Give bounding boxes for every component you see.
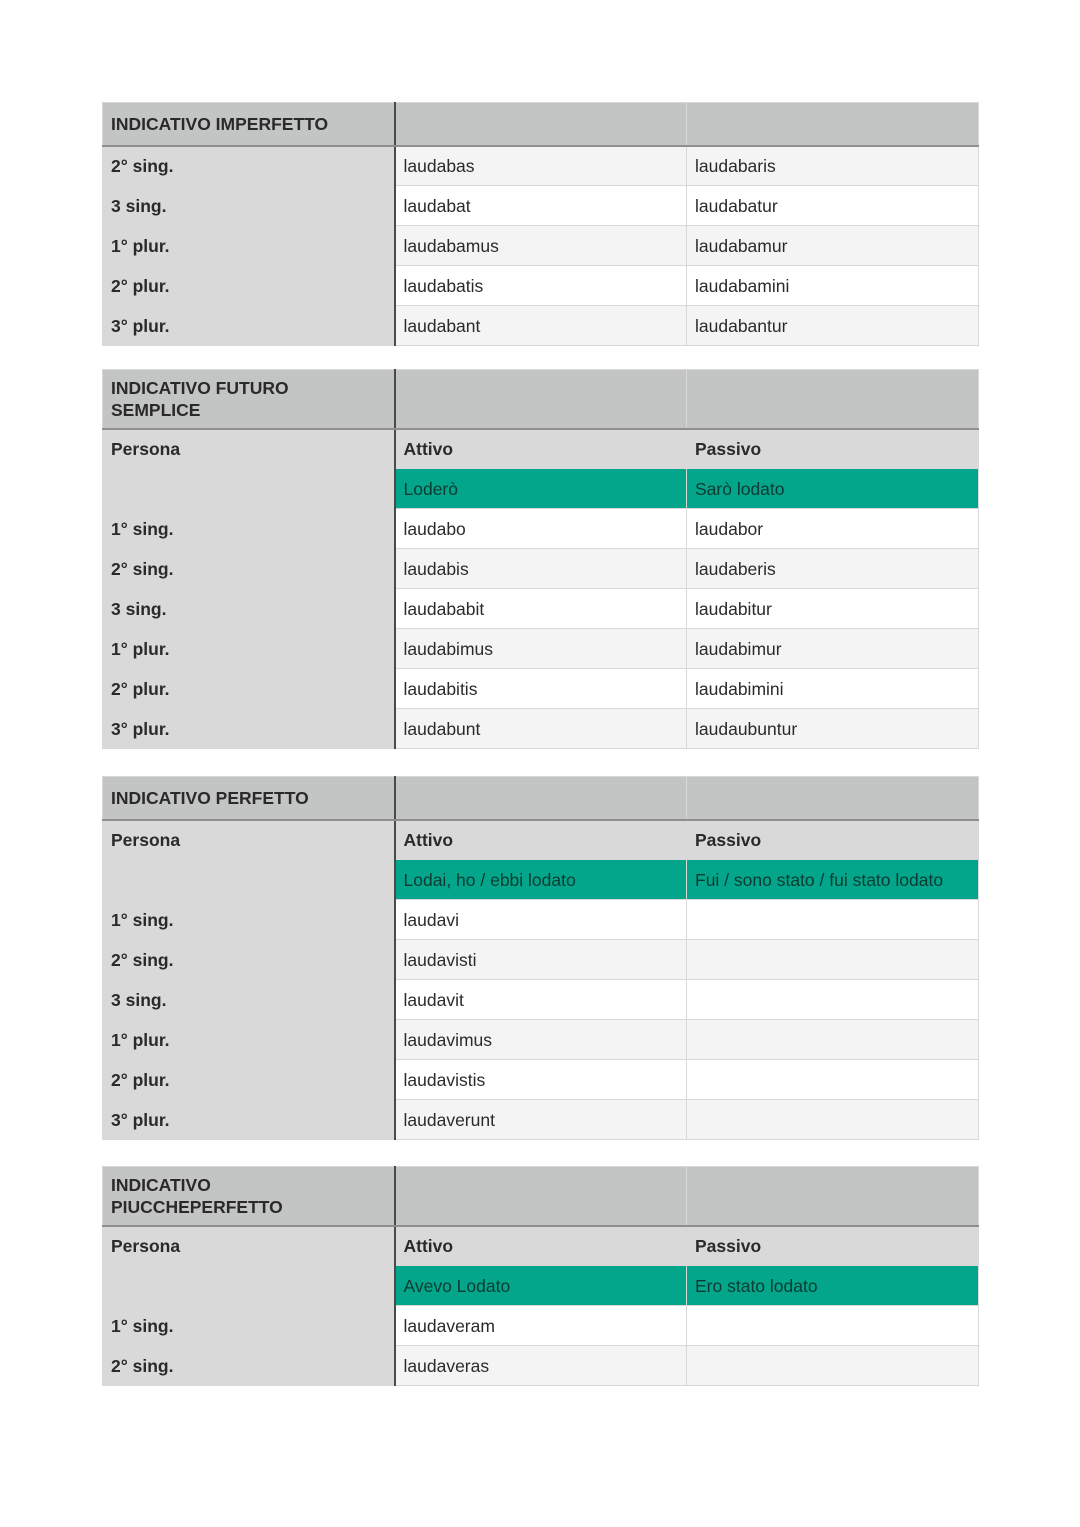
table-row [103,186,979,226]
passivo-cell [687,1346,979,1386]
table-row [103,1020,979,1060]
attivo-cell: laudabas [395,146,687,186]
translation-row [103,860,979,900]
table-row [103,306,979,346]
attivo-cell: laudabant [395,306,687,346]
attivo-cell: laudabat [395,186,687,226]
table-row [103,940,979,980]
persona-cell: 2° sing. [103,1346,395,1386]
table-row [103,266,979,306]
table-row [103,669,979,709]
table-row [103,226,979,266]
header-attivo: Attivo [395,820,687,860]
translation-row [103,1266,979,1306]
title-cell-empty [395,1167,687,1226]
passivo-cell [687,940,979,980]
passivo-cell: laudabatur [687,186,979,226]
table-title: INDICATIVO IMPERFETTO [103,103,395,146]
title-cell-empty [395,370,687,429]
attivo-cell: laudaveras [395,1346,687,1386]
persona-cell: 3 sing. [103,980,395,1020]
translation-passivo: Ero stato lodato [687,1266,979,1306]
translation-attivo: Loderò [395,469,687,509]
translation-attivo: Lodai, ho / ebbi lodato [395,860,687,900]
table-header-row [103,820,979,860]
table-title-row [103,103,979,146]
passivo-cell: laudabamur [687,226,979,266]
table-title-row [103,1167,979,1226]
attivo-cell: laudabamus [395,226,687,266]
persona-cell: 3° plur. [103,1100,395,1140]
attivo-cell: laudavi [395,900,687,940]
header-attivo: Attivo [395,1226,687,1266]
table-row [103,146,979,186]
persona-cell: 3 sing. [103,186,395,226]
passivo-cell: laudaberis [687,549,979,589]
persona-cell-empty [103,469,395,509]
passivo-cell [687,900,979,940]
header-passivo: Passivo [687,820,979,860]
table-piuccheperfetto [102,1166,979,1386]
passivo-cell: laudabamini [687,266,979,306]
attivo-cell: laudabimus [395,629,687,669]
translation-passivo: Sarò lodato [687,469,979,509]
translation-attivo: Avevo Lodato [395,1266,687,1306]
header-persona: Persona [103,429,395,469]
persona-cell-empty [103,1266,395,1306]
attivo-cell: laudabo [395,509,687,549]
table-futuro-semplice [102,369,979,749]
table-row [103,900,979,940]
translation-row [103,469,979,509]
table-row [103,1306,979,1346]
passivo-cell [687,1306,979,1346]
table-row [103,509,979,549]
passivo-cell: laudabimini [687,669,979,709]
persona-cell: 2° sing. [103,940,395,980]
attivo-cell: laudaverunt [395,1100,687,1140]
table-row [103,1060,979,1100]
table-imperfetto [102,102,979,346]
title-cell-empty [687,777,979,820]
attivo-cell: laudabatis [395,266,687,306]
table-row [103,549,979,589]
persona-cell: 1° plur. [103,1020,395,1060]
passivo-cell: laudaubuntur [687,709,979,749]
persona-cell: 2° plur. [103,669,395,709]
table-row [103,980,979,1020]
title-cell-empty [687,370,979,429]
persona-cell: 1° plur. [103,226,395,266]
table-row [103,629,979,669]
persona-cell: 1° sing. [103,1306,395,1346]
attivo-cell: laudababit [395,589,687,629]
header-passivo: Passivo [687,1226,979,1266]
attivo-cell: laudaveram [395,1306,687,1346]
persona-cell: 1° sing. [103,900,395,940]
passivo-cell [687,1100,979,1140]
passivo-cell: laudabaris [687,146,979,186]
passivo-cell [687,1020,979,1060]
persona-cell-empty [103,860,395,900]
attivo-cell: laudavit [395,980,687,1020]
title-cell-empty [687,103,979,146]
attivo-cell: laudavisti [395,940,687,980]
persona-cell: 1° plur. [103,629,395,669]
table-row [103,709,979,749]
table-title: INDICATIVO PERFETTO [103,777,395,820]
title-cell-empty [395,777,687,820]
attivo-cell: laudabitis [395,669,687,709]
passivo-cell [687,1060,979,1100]
persona-cell: 3° plur. [103,306,395,346]
persona-cell: 3° plur. [103,709,395,749]
table-perfetto [102,776,979,1140]
persona-cell: 2° sing. [103,549,395,589]
table-row [103,1346,979,1386]
persona-cell: 2° plur. [103,266,395,306]
table-row [103,1100,979,1140]
persona-cell: 2° sing. [103,146,395,186]
table-header-row [103,1226,979,1266]
header-attivo: Attivo [395,429,687,469]
attivo-cell: laudabis [395,549,687,589]
persona-cell: 2° plur. [103,1060,395,1100]
passivo-cell: laudabitur [687,589,979,629]
table-row [103,589,979,629]
table-title: INDICATIVO FUTURO SEMPLICE [103,370,395,429]
header-persona: Persona [103,820,395,860]
persona-cell: 1° sing. [103,509,395,549]
persona-cell: 3 sing. [103,589,395,629]
table-title-row [103,370,979,429]
table-header-row [103,429,979,469]
passivo-cell: laudabimur [687,629,979,669]
translation-passivo: Fui / sono stato / fui stato lodato [687,860,979,900]
attivo-cell: laudavimus [395,1020,687,1060]
table-title-row [103,777,979,820]
attivo-cell: laudabunt [395,709,687,749]
title-cell-empty [687,1167,979,1226]
attivo-cell: laudavistis [395,1060,687,1100]
passivo-cell: laudabor [687,509,979,549]
header-persona: Persona [103,1226,395,1266]
passivo-cell: laudabantur [687,306,979,346]
passivo-cell [687,980,979,1020]
table-title: INDICATIVO PIUCCHEPERFETTO [103,1167,395,1226]
header-passivo: Passivo [687,429,979,469]
title-cell-empty [395,103,687,146]
